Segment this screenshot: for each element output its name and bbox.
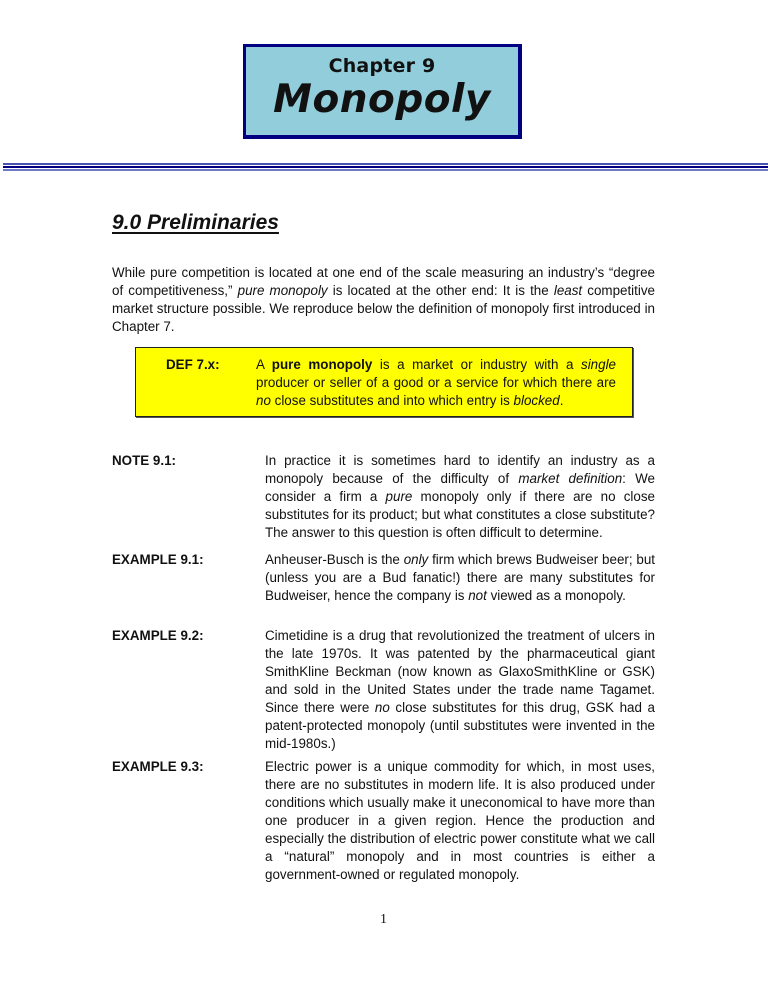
page-number: 1 — [380, 912, 387, 927]
entry-label: EXAMPLE 9.2: — [112, 628, 204, 643]
entry-text: Electric power is a unique commodity for which, in most uses, there are no substitutes in modern life. It is also produced under conditions which usually make it uneconomical to have more than one producer in a given region. Hence the production and especially the distribution of electric power constitute what we call a “natural” monopoly and in most countries is either a government-owned or regulated monopoly. — [265, 759, 655, 882]
entry-text: Anheuser-Busch is the only firm which brews Budweiser beer; but (unless you are a Bud fanatic!) there are many substitutes for Budweiser, hence the company is not viewed as a monopoly. — [265, 552, 655, 603]
definition-text: A pure monopoly is a market or industry with a single producer or seller of a good or a service for which there are no close substitutes and into which entry is blocked. — [256, 357, 616, 408]
entry-label: NOTE 9.1: — [112, 453, 176, 468]
definition-box — [135, 347, 633, 417]
chapter-title: Monopoly — [273, 77, 491, 122]
entry-text: In practice it is sometimes hard to identify an industry as a monopoly because of the difficulty of market definition: We consider a firm a pure monopoly only if there are no close substitutes for its product; but what constitutes a close substitute? The answer to this question is often difficult to determine. — [265, 453, 655, 540]
header-divider — [3, 163, 768, 172]
entry-text: Cimetidine is a drug that revolutionized the treatment of ulcers in the late 1970s. It was patented by the pharmaceutical giant SmithKline Beckman (now known as GlaxoSmithKline or GSK) and sold in the United States under the trade name Tagamet. Since there were no close substitutes for this drug, GSK had a patent-protected monopoly (until substitutes were invented in the mid-1980s.) — [265, 628, 655, 751]
intro-paragraph: While pure competition is located at one end of the scale measuring an industry’s “degree of competitiveness,” pure monopoly is located at the other end: It is the least competitive market structure possible. We reproduce below the definition of monopoly first introduced in Chapter 7. — [112, 265, 655, 334]
section-heading: 9.0 Preliminaries — [112, 211, 279, 234]
chapter-label: Chapter 9 — [328, 55, 436, 77]
entry-label: EXAMPLE 9.3: — [112, 759, 204, 774]
definition-label: DEF 7.x: — [166, 357, 220, 372]
entry-label: EXAMPLE 9.1: — [112, 552, 204, 567]
chapter-title-box — [243, 44, 522, 139]
